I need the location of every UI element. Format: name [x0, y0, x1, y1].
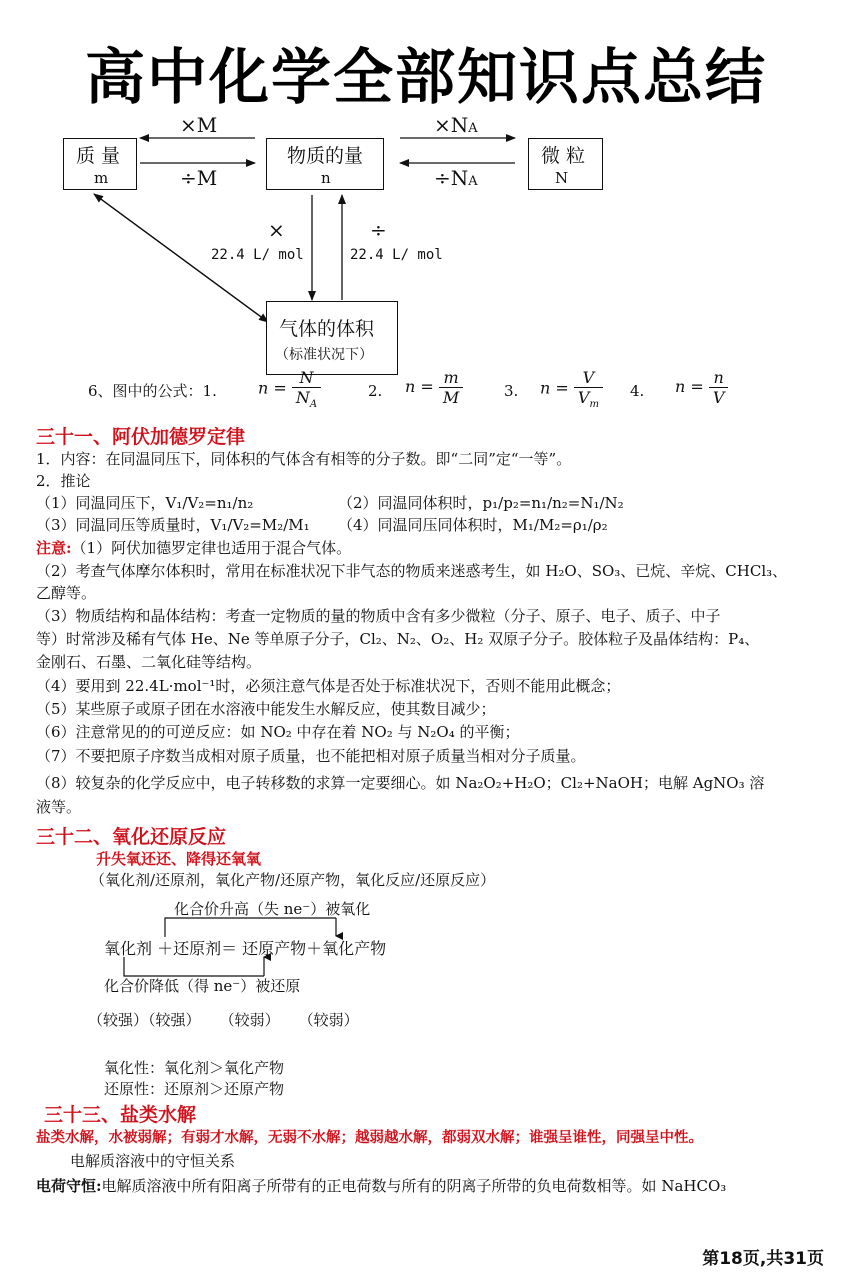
- sec33-charge-conservation: 电荷守恒:电解质溶液中所有阳离子所带有的正电荷数与所有的阴离子所带的负电荷数相等。如 NaHCO₃: [36, 1177, 727, 1195]
- sec32-reducing: 还原性：还原剂＞还原产物: [104, 1080, 285, 1098]
- sec31-note-3c: 金刚石、石墨、二氧化硅等结构。: [36, 653, 262, 671]
- mass-symbol: m: [94, 169, 109, 187]
- sec33-subheading: 电解质溶液中的守恒关系: [70, 1152, 236, 1170]
- sec31-corollary-4: （4）同温同压同体积时，M₁/M₂=ρ₁/ρ₂: [338, 516, 608, 534]
- times-M-label: ×M: [180, 113, 218, 137]
- formula-4: n = $\frac{n}{V}$: [675, 368, 728, 407]
- formula-label: 6、图中的公式：1.: [88, 382, 217, 400]
- div-symbol: ÷: [370, 218, 387, 242]
- molar-volume-right: 22.4 L/ mol: [350, 247, 443, 263]
- div-NA-label: ÷NA: [434, 166, 478, 190]
- sec32-mnemonic: 升失氧还还、降得还氧氧: [96, 850, 262, 868]
- sec31-note-2b: 乙醇等。: [36, 584, 97, 602]
- amount-symbol: n: [321, 169, 331, 187]
- sec31-corollary-2: （2）同温同体积时，p₁/p₂=n₁/n₂=N₁/N₂: [338, 494, 624, 512]
- sec32-equation: 氧化剂 ＋还原剂＝ 还原产物＋氧化产物: [104, 939, 387, 958]
- page-number: 第18页,共31页: [702, 1249, 824, 1269]
- sec31-corollary-3: （3）同温同压等质量时，V₁/V₂=M₂/M₁: [36, 516, 310, 534]
- formula-2: n = $\frac{m}{M}$: [405, 368, 463, 407]
- sec32-oxidizing: 氧化性：氧化剂＞氧化产物: [104, 1059, 285, 1077]
- volume-label: 气体的体积: [279, 318, 375, 340]
- molar-volume-left: 22.4 L/ mol: [211, 247, 304, 263]
- particle-label: 微 粒: [541, 145, 586, 167]
- formula-3-num: 3.: [504, 382, 519, 400]
- section-32-heading: 三十二、氧化还原反应: [36, 826, 227, 848]
- sec32-oxidized-label: 化合价升高（失 ne⁻）被氧化: [174, 900, 371, 918]
- sec31-note-4: （4）要用到 22.4L·mol⁻¹时，必须注意气体是否处于标准状况下，否则不能用此概念；: [36, 677, 621, 695]
- section-33-heading: 三十三、盐类水解: [44, 1104, 197, 1126]
- times-NA-label: ×NA: [434, 113, 478, 137]
- volume-condition: （标准状况下）: [275, 347, 373, 363]
- sec31-note-3b: 等）时常涉及稀有气体 He、Ne 等单原子分子，Cl₂、N₂、O₂、H₂ 双原子分子。胶体粒子及晶体结构：P₄、: [36, 630, 760, 648]
- sec31-note-5: （5）某些原子或原子团在水溶液中能发生水解反应，使其数目减少；: [36, 700, 496, 718]
- formula-2-num: 2.: [368, 382, 383, 400]
- sec31-note-1: 注意:（1）阿伏加德罗定律也适用于混合气体。: [36, 539, 352, 557]
- particle-symbol: N: [555, 169, 569, 187]
- page-title: 高中化学全部知识点总结: [85, 43, 767, 113]
- sec32-strength: （较强）（较强） （较弱） （较弱）: [88, 1011, 359, 1029]
- times-symbol: ×: [268, 218, 285, 242]
- sec31-line-1: 1．内容：在同温同压下，同体积的气体含有相等的分子数。即“二同”定“一等”。: [36, 450, 572, 468]
- sec32-terms: （氧化剂/还原剂，氧化产物/还原产物，氧化反应/还原反应）: [90, 871, 496, 889]
- mass-label: 质 量: [76, 145, 121, 167]
- amount-label: 物质的量: [287, 145, 364, 167]
- sec31-note-8b: 液等。: [36, 798, 82, 816]
- section-31-heading: 三十一、阿伏加德罗定律: [36, 426, 246, 448]
- sec31-corollary-1: （1）同温同压下，V₁/V₂=n₁/n₂: [36, 494, 254, 512]
- sec33-rule: 盐类水解，水被弱解；有弱才水解，无弱不水解；越弱越水解，都弱双水解；谁强呈谁性，同强呈中性。: [36, 1130, 703, 1146]
- sec31-note-7: （7）不要把原子序数当成相对原子质量，也不能把相对原子质量当相对分子质量。: [36, 747, 586, 765]
- sec31-line-2: 2．推论: [36, 472, 91, 490]
- sec31-note-3a: （3）物质结构和晶体结构：考查一定物质的量的物质中含有多少微粒（分子、原子、电子、质子、中子: [36, 607, 721, 625]
- div-M-label: ÷M: [180, 166, 218, 190]
- sec31-note-6: （6）注意常见的的可逆反应：如 NO₂ 中存在着 NO₂ 与 N₂O₄ 的平衡；: [36, 723, 520, 741]
- formula-4-num: 4.: [630, 382, 645, 400]
- sec31-note-2a: （2）考查气体摩尔体积时，常用在标准状况下非气态的物质来迷惑考生，如 H₂O、SO₃、已烷、辛烷、CHCl₃、: [36, 562, 788, 580]
- formula-1: n = $\frac{N}{N_A}$: [258, 368, 321, 410]
- sec32-reduced-label: 化合价降低（得 ne⁻）被还原: [104, 977, 301, 995]
- formula-3: n = $\frac{V}{V_m}$: [540, 368, 603, 410]
- sec31-note-8a: （8）较复杂的化学反应中，电子转移数的求算一定要细心。如 Na₂O₂+H₂O；Cl₂+NaOH；电解 AgNO₃ 溶: [36, 774, 765, 792]
